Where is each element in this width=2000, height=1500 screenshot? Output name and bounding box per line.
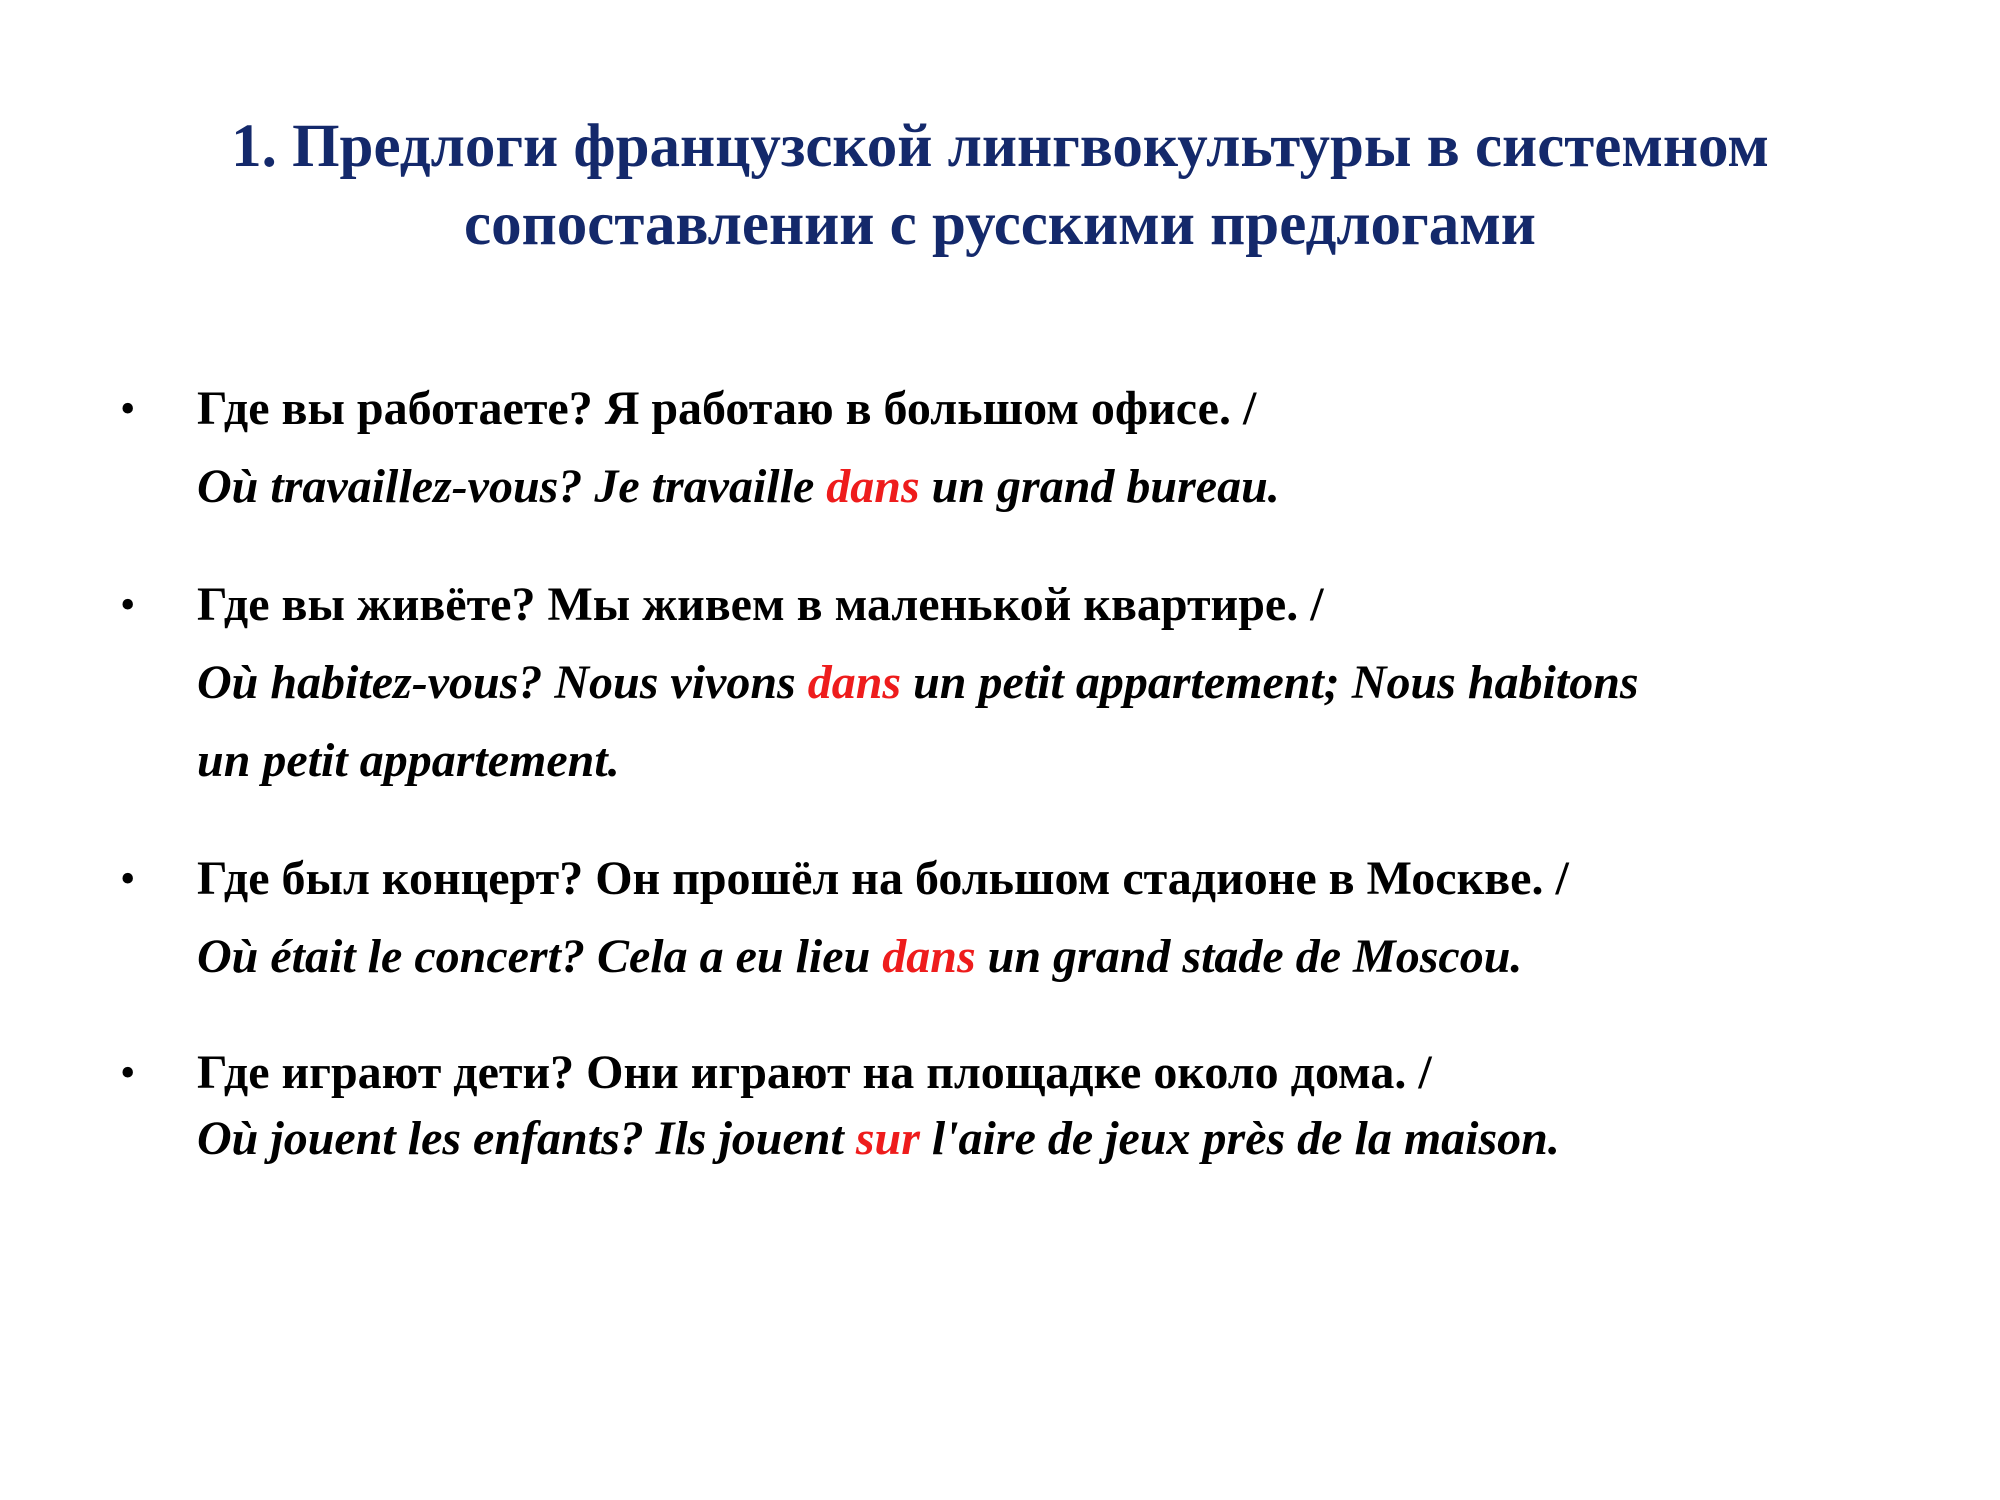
highlighted-preposition: dans [826,460,920,513]
french-text-before: Où était le concert? Cela a eu lieu [197,930,883,983]
french-text-before: Où habitez-vous? Nous vivons [197,656,808,709]
french-sentence-continuation: un petit appartement. [197,734,620,787]
french-text-before: Où jouent les enfants? Ils jouent [197,1112,856,1165]
french-sentence [197,918,1522,996]
highlighted-preposition: sur [855,1112,920,1165]
russian-sentence: Где вы живёте? Мы живем в маленькой квартире. / [197,578,1324,631]
highlighted-preposition: dans [882,930,976,983]
french-text-after: un grand bureau. [919,460,1280,513]
slide-title-line-2: сопоставлении с русскими предлогами [464,191,1536,258]
bullet-marker: • [120,1048,136,1097]
bullet-marker: • [120,580,136,629]
french-sentence [197,448,1280,526]
french-sentence [197,644,1639,722]
russian-sentence: Где вы работаете? Я работаю в большом офисе. / [197,382,1257,435]
french-text-after: un petit appartement; Nous habitons [901,656,1639,709]
russian-sentence: Где играют дети? Они играют на площадке около дома. / [197,1046,1432,1099]
bullet-marker: • [120,854,136,903]
french-text-after: un grand stade de Moscou. [975,930,1523,983]
highlighted-preposition: dans [807,656,902,709]
french-text-after: l'aire de jeux près de la maison. [919,1112,1560,1165]
slide-title-line-1: 1. Предлоги французской лингвокультуры в системном [231,113,1769,180]
french-sentence [197,1100,1560,1178]
french-text-before: Où travaillez-vous? Je travaille [197,460,827,513]
russian-sentence: Где был концерт? Он прошёл на большом стадионе в Москве. / [197,852,1569,905]
bullet-marker: • [120,384,136,433]
